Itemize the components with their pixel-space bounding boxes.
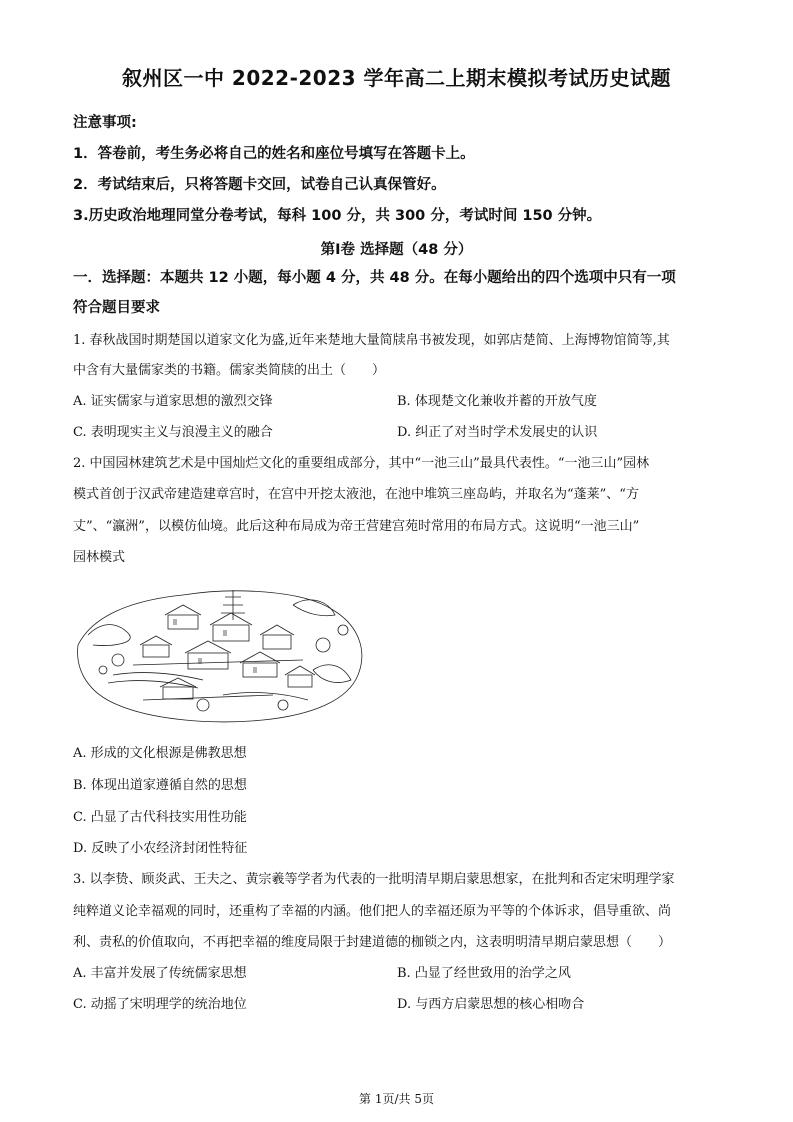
- section-instruction-line-2: 符合题目要求: [73, 300, 160, 316]
- question-2-stem-line-1: 2. 中国园林建筑艺术是中国灿烂文化的重要组成部分，其中“一池三山”最具代表性。“一池三山”园林: [73, 456, 650, 471]
- question-3-option-c: C. 动摇了宋明理学的统治地位: [73, 997, 247, 1012]
- question-2-option-b: B. 体现出道家遵循自然的思想: [73, 778, 247, 793]
- question-1-option-a: A. 证实儒家与道家思想的激烈交锋: [73, 394, 273, 409]
- notice-item-2: 2．考试结束后，只将答题卡交回，试卷自己认真保管好。: [73, 177, 446, 193]
- question-3-option-b: B. 凸显了经世致用的治学之风: [397, 966, 571, 981]
- question-3-option-a: A. 丰富并发展了传统儒家思想: [73, 966, 247, 981]
- question-2-stem-line-4: 园林模式: [73, 550, 126, 565]
- notice-item-3: 3.历史政治地理同堂分卷考试，每科 100 分，共 300 分，考试时间 150 分钟。: [73, 208, 602, 224]
- question-1-stem-line-1: 1. 春秋战国时期楚国以道家文化为盛,近年来楚地大量简牍帛书被发现，如郭店楚简、上海博物馆简等,其: [73, 333, 670, 348]
- question-2-stem-line-3: 丈”、“瀛洲”，以模仿仙境。此后这种布局成为帝王营建宫苑时常用的布局方式。这说明“一池三山”: [73, 519, 640, 534]
- question-2-option-c: C. 凸显了古代科技实用性功能: [73, 810, 247, 825]
- notice-item-1: 1．答卷前，考生务必将自己的姓名和座位号填写在答题卡上。: [73, 146, 475, 162]
- question-1-stem-line-2: 中含有大量儒家类的书籍。儒家类简牍的出土（ ）: [73, 363, 386, 378]
- question-3-stem-line-2: 纯粹道义论幸福观的同时，还重构了幸福的内涵。他们把人的幸福还原为平等的个体诉求，倡导重欲、尚: [73, 904, 672, 919]
- notice-heading: 注意事项:: [73, 115, 137, 131]
- question-1-option-d: D. 纠正了对当时学术发展史的认识: [397, 425, 598, 440]
- question-1-option-b: B. 体现楚文化兼收并蓄的开放气度: [397, 394, 597, 409]
- page-footer: 第 1页/共 5页: [359, 1092, 434, 1106]
- question-3-stem-line-3: 利、责私的价值取向，不再把幸福的维度局限于封建道德的枷锁之内，这表明明清早期启蒙思想（ ）: [73, 935, 672, 950]
- question-2-option-d: D. 反映了小农经济封闭性特征: [73, 841, 248, 856]
- page-title: 叙州区一中 2022-2023 学年高二上期末模拟考试历史试题: [121, 66, 672, 90]
- palace-garden-illustration: [73, 575, 373, 725]
- question-1-option-c: C. 表明现实主义与浪漫主义的融合: [73, 425, 273, 440]
- question-2-option-a: A. 形成的文化根源是佛教思想: [73, 746, 247, 761]
- section-instruction-line-1: 一．选择题：本题共 12 小题，每小题 4 分，共 48 分。在每小题给出的四个选项中只有一项: [73, 270, 676, 286]
- question-2-stem-line-2: 模式首创于汉武帝建造建章宫时，在宫中开挖太液池，在池中堆筑三座岛屿，并取名为“蓬莱”、“方: [73, 487, 639, 502]
- question-3-stem-line-1: 3. 以李贽、顾炎武、王夫之、黄宗羲等学者为代表的一批明清早期启蒙思想家，在批判和否定宋明理学家: [73, 872, 675, 887]
- section-heading: 第Ⅰ卷 选择题（48 分）: [320, 242, 473, 258]
- question-3-option-d: D. 与西方启蒙思想的核心相吻合: [397, 997, 585, 1012]
